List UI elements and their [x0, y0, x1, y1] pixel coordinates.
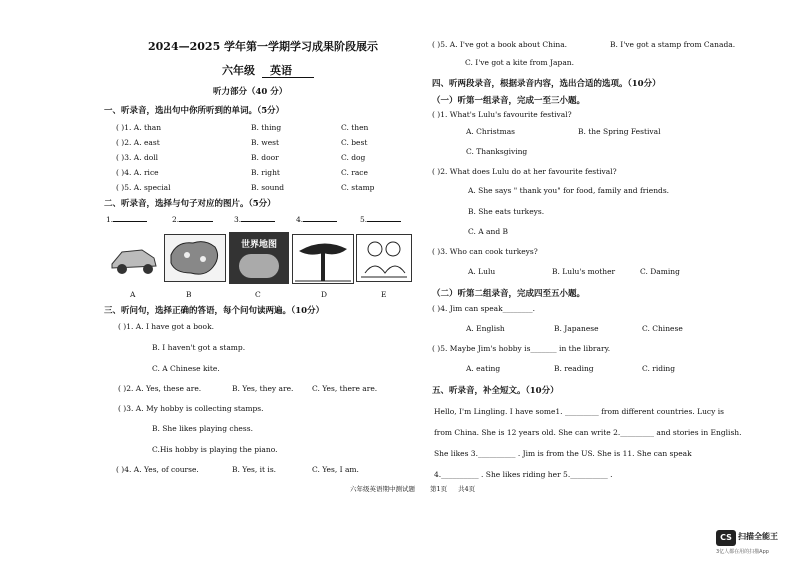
- r-q5-c: C. I've got a kite from Japan.: [465, 58, 575, 67]
- r-q3-stem: ( )3. Who can cook turkeys?: [432, 247, 538, 256]
- s1-item2-c: C. best: [341, 138, 368, 147]
- section3-heading: 三、听问句，选择正确的答语，每个问句读两遍。（10分）: [104, 306, 325, 316]
- s3-q4-a: ( )4. A. Yes, of course.: [116, 465, 199, 474]
- passage-line-2: from China. She is 12 years old. She can write 2._________ and stories in English.: [434, 428, 742, 437]
- s1-item5-b: B. sound: [251, 183, 285, 192]
- s1-item2-b: B. west: [251, 138, 280, 147]
- s3-q1-c: C. A Chinese kite.: [152, 364, 220, 373]
- section1-heading: 一、听录音，选出句中你所听到的单词。（5分）: [104, 106, 285, 116]
- tree-drawing-icon: [293, 235, 353, 283]
- r-q5b-c: C. riding: [642, 364, 676, 373]
- listening-part-label: 听力部分（40 分）: [213, 87, 288, 97]
- s2-blank-4[interactable]: 4.: [296, 215, 337, 224]
- exam-title: 2024—2025 学年第一学期学习成果阶段展示: [148, 40, 379, 53]
- pic-label-e: E: [381, 290, 387, 299]
- s2-blank-1[interactable]: 1.: [106, 215, 147, 224]
- r-q2-c: C. A and B: [468, 227, 509, 236]
- s3-q3-b: B. She likes playing chess.: [152, 424, 253, 433]
- section2-heading: 二、听录音，选择与句子对应的图片。（5分）: [104, 199, 276, 209]
- grade-label: 六年级: [222, 64, 255, 77]
- picture-d-tree: [292, 234, 354, 284]
- footer-total: 共4页: [458, 485, 476, 493]
- r-q3-c: C. Daming: [640, 267, 680, 276]
- s2-blank-2[interactable]: 2.: [172, 215, 213, 224]
- r-q2-a: A. She says " thank you" for food, family and friends.: [468, 186, 670, 195]
- s1-item5-c: C. stamp: [341, 183, 375, 192]
- s1-item4-a: ( )4. A. rice: [116, 168, 159, 177]
- s3-q3-c: C.His hobby is playing the piano.: [152, 445, 278, 454]
- r-q5-b: B. I've got a stamp from Canada.: [610, 40, 736, 49]
- s1-item5-a: ( )5. A. special: [116, 183, 171, 192]
- r-q5b-a: A. eating: [466, 364, 501, 373]
- picture-e-children: [356, 234, 412, 282]
- s1-item3-c: C. dog: [341, 153, 366, 162]
- book-title-text: 世界地图: [240, 240, 277, 250]
- passage-line-4: 4.__________ . She likes riding her 5.__________ .: [434, 470, 613, 479]
- r-q4-c: C. Chinese: [642, 324, 683, 333]
- s3-q2-c: C. Yes, there are.: [312, 384, 378, 393]
- camscanner-logo-icon: CS: [716, 530, 736, 546]
- passage-line-1: Hello, I'm Lingling. I have some1. _________ from different countries. Lucy is: [434, 407, 724, 416]
- picture-b-map: [164, 234, 226, 282]
- s3-q1-a: ( )1. A. I have got a book.: [118, 322, 214, 331]
- pic-label-a: A: [130, 290, 136, 299]
- china-map-icon: [165, 235, 225, 281]
- s2-blank-3[interactable]: 3.: [234, 215, 275, 224]
- s1-item4-c: C. race: [341, 168, 368, 177]
- r-q4-stem: ( )4. Jim can speak________.: [432, 304, 536, 313]
- s3-q2-a: ( )2. A. Yes, these are.: [118, 384, 202, 393]
- group1-heading: （一）听第一组录音，完成一至三小题。: [432, 96, 586, 106]
- s3-q4-c: C. Yes, I am.: [312, 465, 359, 474]
- footer-page: 第1页: [430, 485, 448, 493]
- r-q3-b: B. Lulu's mother: [552, 267, 616, 276]
- r-q5b-stem: ( )5. Maybe Jim's hobby is_______ in the library.: [432, 344, 611, 353]
- children-drawing-icon: [357, 235, 411, 281]
- r-q3-a: A. Lulu: [468, 267, 496, 276]
- s3-q2-b: B. Yes, they are.: [232, 384, 294, 393]
- s1-item3-b: B. door: [251, 153, 279, 162]
- pic-label-b: B: [186, 290, 192, 299]
- car-drawing-icon: [108, 234, 160, 280]
- s1-item1-b: B. thing: [251, 123, 282, 132]
- section5-heading: 五、听录音，补全短文。（10分）: [432, 386, 559, 396]
- camscanner-tagline: 3亿人都在用的扫描App: [716, 549, 769, 555]
- r-q2-b: B. She eats turkeys.: [468, 207, 545, 216]
- r-q5-a: ( )5. A. I've got a book about China.: [432, 40, 568, 49]
- subject-underline: [262, 77, 314, 78]
- s3-q3-a: ( )3. A. My hobby is collecting stamps.: [118, 404, 264, 413]
- r-q4-b: B. Japanese: [554, 324, 599, 333]
- r-q1-b: B. the Spring Festival: [578, 127, 661, 136]
- r-q1-stem: ( )1. What's Lulu's favourite festival?: [432, 110, 572, 119]
- section4-heading: 四、听两段录音，根据录音内容，选出合适的选项。（10分）: [432, 79, 661, 89]
- s2-blank-5[interactable]: 5.: [360, 215, 401, 224]
- r-q1-a: A. Christmas: [466, 127, 516, 136]
- picture-c-world-map-book: [229, 232, 289, 284]
- group2-heading: （二）听第二组录音，完成四至五小题。: [432, 289, 586, 299]
- s1-item3-a: ( )3. A. doll: [116, 153, 159, 162]
- pic-label-d: D: [321, 290, 328, 299]
- pic-label-c: C: [255, 290, 261, 299]
- r-q2-stem: ( )2. What does Lulu do at her favourite festival?: [432, 167, 617, 176]
- s1-item4-b: B. right: [251, 168, 280, 177]
- r-q1-c: C. Thanksgiving: [466, 147, 528, 156]
- picture-a-car: [108, 234, 160, 280]
- subject-label: 英语: [270, 64, 292, 77]
- passage-line-3: She likes 3.__________ . Jim is from the US. She is 11. She can speak: [434, 449, 692, 458]
- footer-exam-name: 六年级英语期中测试题: [350, 485, 415, 493]
- r-q4-a: A. English: [466, 324, 505, 333]
- s1-item2-a: ( )2. A. east: [116, 138, 160, 147]
- s3-q1-b: B. I haven't got a stamp.: [152, 343, 246, 352]
- s3-q4-b: B. Yes, it is.: [232, 465, 277, 474]
- s1-item1-a: ( )1. A. than: [116, 123, 162, 132]
- camscanner-name: 扫描全能王: [738, 532, 778, 541]
- r-q5b-b: B. reading: [554, 364, 594, 373]
- s1-item1-c: C. then: [341, 123, 369, 132]
